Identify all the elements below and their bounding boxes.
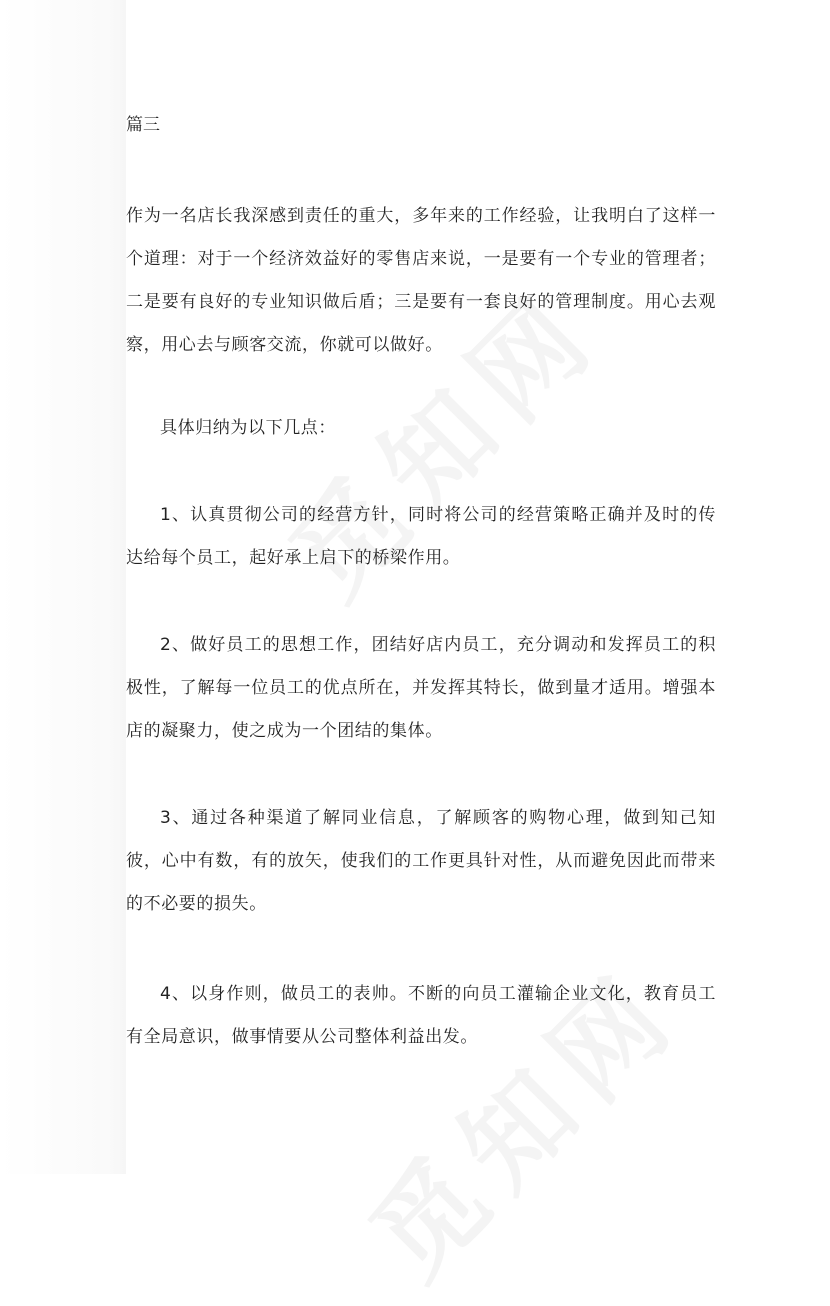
section-heading: 篇三 bbox=[126, 115, 160, 135]
point-4: 4、以身作则，做员工的表帅。不断的向员工灌输企业文化，教育员工有全局意识，做事情要从公司整体利益出发。 bbox=[126, 984, 716, 1047]
page-margin-shade bbox=[0, 0, 126, 1174]
summary-intro: 具体归纳为以下几点： bbox=[160, 418, 336, 438]
point-2: 2、做好员工的思想工作，团结好店内员工，充分调动和发挥员工的积极性，了解每一位员工的优点所在，并发挥其特长，做到量才适用。增强本店的凝聚力，使之成为一个团结的集体。 bbox=[126, 635, 716, 741]
point-3: 3、通过各种渠道了解同业信息，了解顾客的购物心理，做到知己知彼，心中有数，有的放矢，使我们的工作更具针对性，从而避免因此而带来的不必要的损失。 bbox=[126, 808, 716, 914]
point-1: 1、认真贯彻公司的经营方针，同时将公司的经营策略正确并及时的传达给每个员工，起好承上启下的桥梁作用。 bbox=[126, 505, 716, 568]
intro-paragraph: 作为一名店长我深感到责任的重大，多年来的工作经验，让我明白了这样一个道理：对于一个经济效益好的零售店来说，一是要有一个专业的管理者；二是要有良好的专业知识做后盾；三是要有一套良好的管理制度。用心去观察，用心去与顾客交流，你就可以做好。 bbox=[126, 206, 716, 355]
